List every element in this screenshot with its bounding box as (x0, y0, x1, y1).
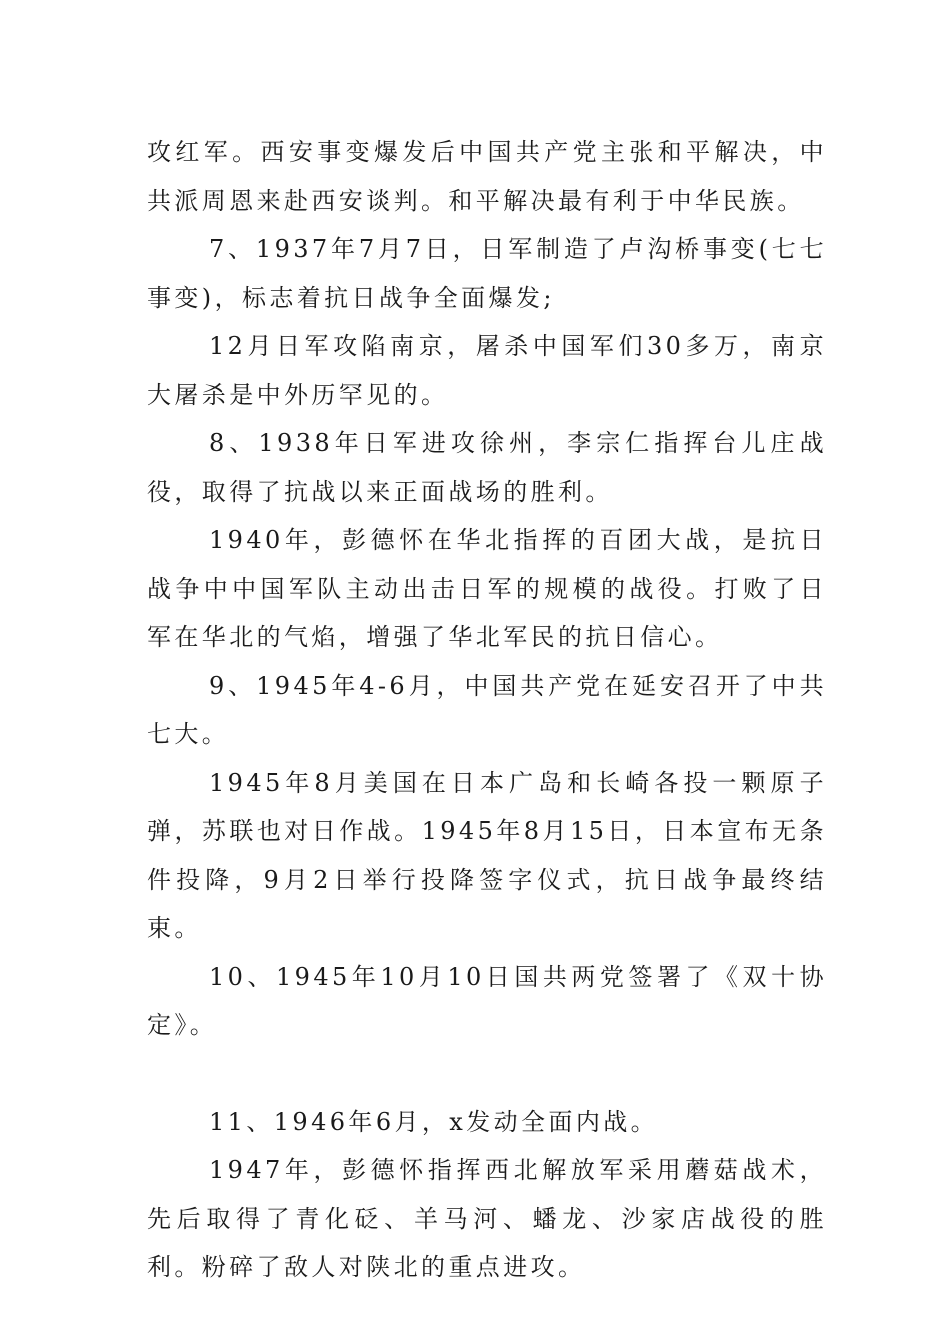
paragraph-seventh-congress: 9、1945年4-6月，中国共产党在延安召开了中共七大。 (147, 671, 827, 748)
paragraph-lugou-bridge: 7、1937年7月7日，日军制造了卢沟桥事变(七七事变)，标志着抗日战争全面爆发; (147, 235, 827, 312)
paragraph-double-tenth: 10、1945年10月10日国共两党签署了《双十协定》。 (147, 962, 827, 1039)
paragraph-nanjing: 12月日军攻陷南京，屠杀中国军们30多万，南京大屠杀是中外历罕见的。 (147, 332, 827, 409)
paragraph-spacer (147, 1050, 827, 1098)
paragraph-surrender: 1945年8月美国在日本广岛和长崎各投一颗原子弹，苏联也对日作战。1945年8月15日，日本宣布无条件投降，9月2日举行投降签字仪式，抗日战争最终结束。 (147, 768, 827, 942)
paragraph-hundred-regiments: 1940年，彭德怀在华北指挥的百团大战，是抗日战争中中国军队主动出击日军的规模的战役。打败了日军在华北的气焰，增强了华北军民的抗日信心。 (147, 526, 827, 651)
paragraph-xuzhou: 8、1938年日军进攻徐州，李宗仁指挥台儿庄战役，取得了抗战以来正面战场的胜利。 (147, 429, 827, 506)
document-body (147, 128, 827, 1292)
paragraph-xian-incident: 攻红军。西安事变爆发后中国共产党主张和平解决，中共派周恩来赴西安谈判。和平解决最有利于中华民族。 (147, 138, 827, 215)
paragraph-civil-war: 11、1946年6月，x发动全面内战。 (209, 1107, 659, 1136)
paragraph-mushroom-tactics: 1947年，彭德怀指挥西北解放军采用蘑菇战术，先后取得了青化砭、羊马河、蟠龙、沙家店战役的胜利。粉碎了敌人对陕北的重点进攻。 (147, 1156, 827, 1281)
